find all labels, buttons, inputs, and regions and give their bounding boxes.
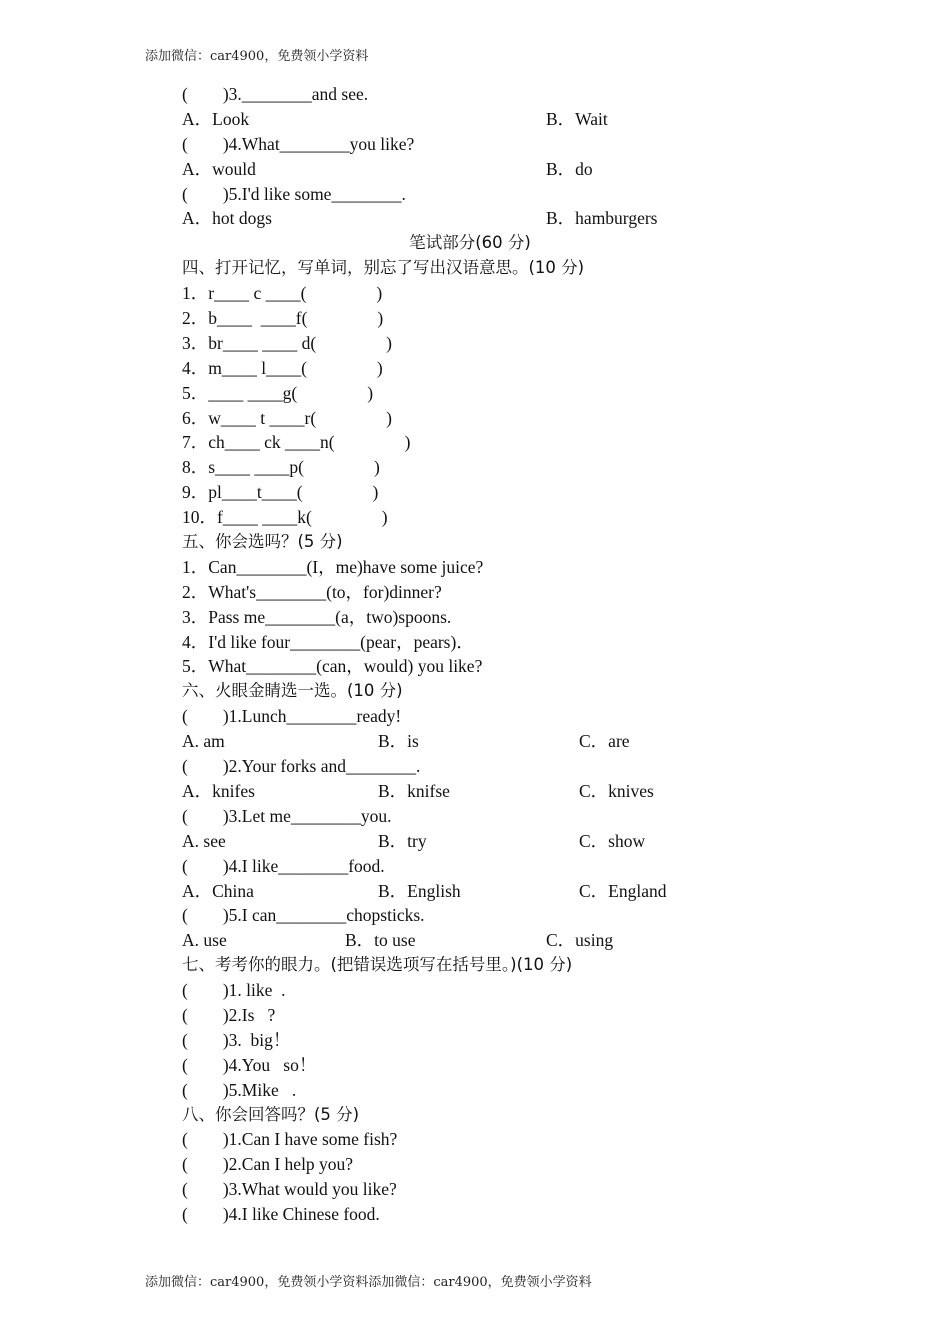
- option-a: A．China: [182, 880, 254, 901]
- error-item: ( )4.You so！: [182, 1054, 317, 1075]
- section-6-title: 六、火眼金睛选一选。(10 分): [182, 681, 403, 701]
- option-a: A. use: [182, 930, 227, 951]
- option-c: C．show: [579, 830, 646, 851]
- page-footer-watermark: 添加微信：car4900，免费领小学资料添加微信：car4900，免费领小学资料: [145, 1275, 592, 1290]
- choice-item: 2．What's________(to，for)dinner?: [182, 581, 442, 602]
- question-line: ( )4.What________you like?: [182, 133, 415, 154]
- choice-item: 5．What________(can，would) you like?: [182, 656, 483, 677]
- error-item: ( )3. big！: [182, 1029, 291, 1050]
- option-line: [182, 928, 742, 953]
- word-item: 1．r____ c ____( ): [182, 283, 383, 304]
- option-line: [182, 879, 742, 904]
- word-item: 9．pl____t____( ): [182, 482, 379, 503]
- word-item: 5．____ ____g( ): [182, 382, 374, 403]
- question-line: ( )3.________and see.: [182, 84, 369, 104]
- option-line: [182, 206, 742, 231]
- option-a: A．hot dogs: [182, 208, 272, 229]
- question-line: ( )4.I like________food.: [182, 855, 385, 876]
- option-b: B．hamburgers: [546, 208, 658, 229]
- section-5-title: 五、你会选吗？(5 分): [182, 532, 343, 552]
- option-b: B．knifse: [378, 780, 450, 801]
- question-line: ( )5.I'd like some________.: [182, 183, 406, 204]
- option-b: B．to use: [345, 930, 416, 951]
- option-line: [182, 729, 742, 754]
- answer-item: ( )3.What would you like?: [182, 1179, 397, 1200]
- option-a: A．would: [182, 158, 256, 179]
- word-item: 3．br____ ____ d( ): [182, 332, 392, 353]
- option-line: [182, 157, 742, 182]
- question-line: ( )1.Lunch________ready!: [182, 706, 402, 727]
- choice-item: 1．Can________(I，me)have some juice?: [182, 556, 484, 577]
- answer-item: ( )4.I like Chinese food.: [182, 1204, 380, 1225]
- option-a: A．knifes: [182, 780, 255, 801]
- word-item: 7．ch____ ck ____n( ): [182, 432, 411, 453]
- option-c: C．England: [579, 880, 667, 901]
- section-4-title: 四、打开记忆，写单词，别忘了写出汉语意思。(10 分): [182, 258, 585, 278]
- answer-item: ( )2.Can I help you?: [182, 1154, 354, 1175]
- option-a: A．Look: [182, 108, 250, 129]
- choice-item: 4．I'd like four________(pear，pears)．: [182, 631, 474, 652]
- page-header-watermark: 添加微信：car4900，免费领小学资料: [145, 49, 369, 64]
- option-b: B．do: [546, 158, 593, 179]
- error-item: ( )1. like .: [182, 980, 286, 1001]
- option-a: A. am: [182, 731, 225, 752]
- option-c: C．using: [546, 930, 614, 951]
- option-line: [182, 107, 742, 132]
- option-c: C．are: [579, 731, 630, 752]
- word-item: 10．f____ ____k( ): [182, 507, 388, 528]
- option-b: B．is: [378, 731, 419, 752]
- word-item: 4．m____ l____( ): [182, 357, 383, 378]
- answer-item: ( )1.Can I have some fish?: [182, 1129, 398, 1150]
- error-item: ( )2.Is ?: [182, 1004, 276, 1025]
- error-item: ( )5.Mike .: [182, 1079, 297, 1100]
- written-part-title: 笔试部分(60 分): [409, 233, 531, 253]
- word-item: 6．w____ t ____r( ): [182, 407, 392, 428]
- option-a: A. see: [182, 830, 226, 851]
- option-line: [182, 829, 742, 854]
- section-7-title: 七、考考你的眼力。(把错误选项写在括号里。)(10 分): [182, 955, 573, 975]
- option-b: B．English: [378, 880, 461, 901]
- question-line: ( )3.Let me________you.: [182, 805, 392, 826]
- option-line: [182, 779, 742, 804]
- choice-item: 3．Pass me________(a，two)spoons.: [182, 606, 452, 627]
- word-item: 2．b____ ____f( ): [182, 308, 384, 329]
- question-line: ( )2.Your forks and________.: [182, 756, 421, 777]
- option-b: B．try: [378, 830, 427, 851]
- option-c: C．knives: [579, 780, 654, 801]
- option-b: B．Wait: [546, 108, 608, 129]
- section-8-title: 八、你会回答吗？(5 分): [182, 1104, 360, 1124]
- worksheet-content: [182, 82, 742, 1227]
- word-item: 8．s____ ____p( ): [182, 457, 380, 478]
- question-line: ( )5.I can________chopsticks.: [182, 905, 425, 926]
